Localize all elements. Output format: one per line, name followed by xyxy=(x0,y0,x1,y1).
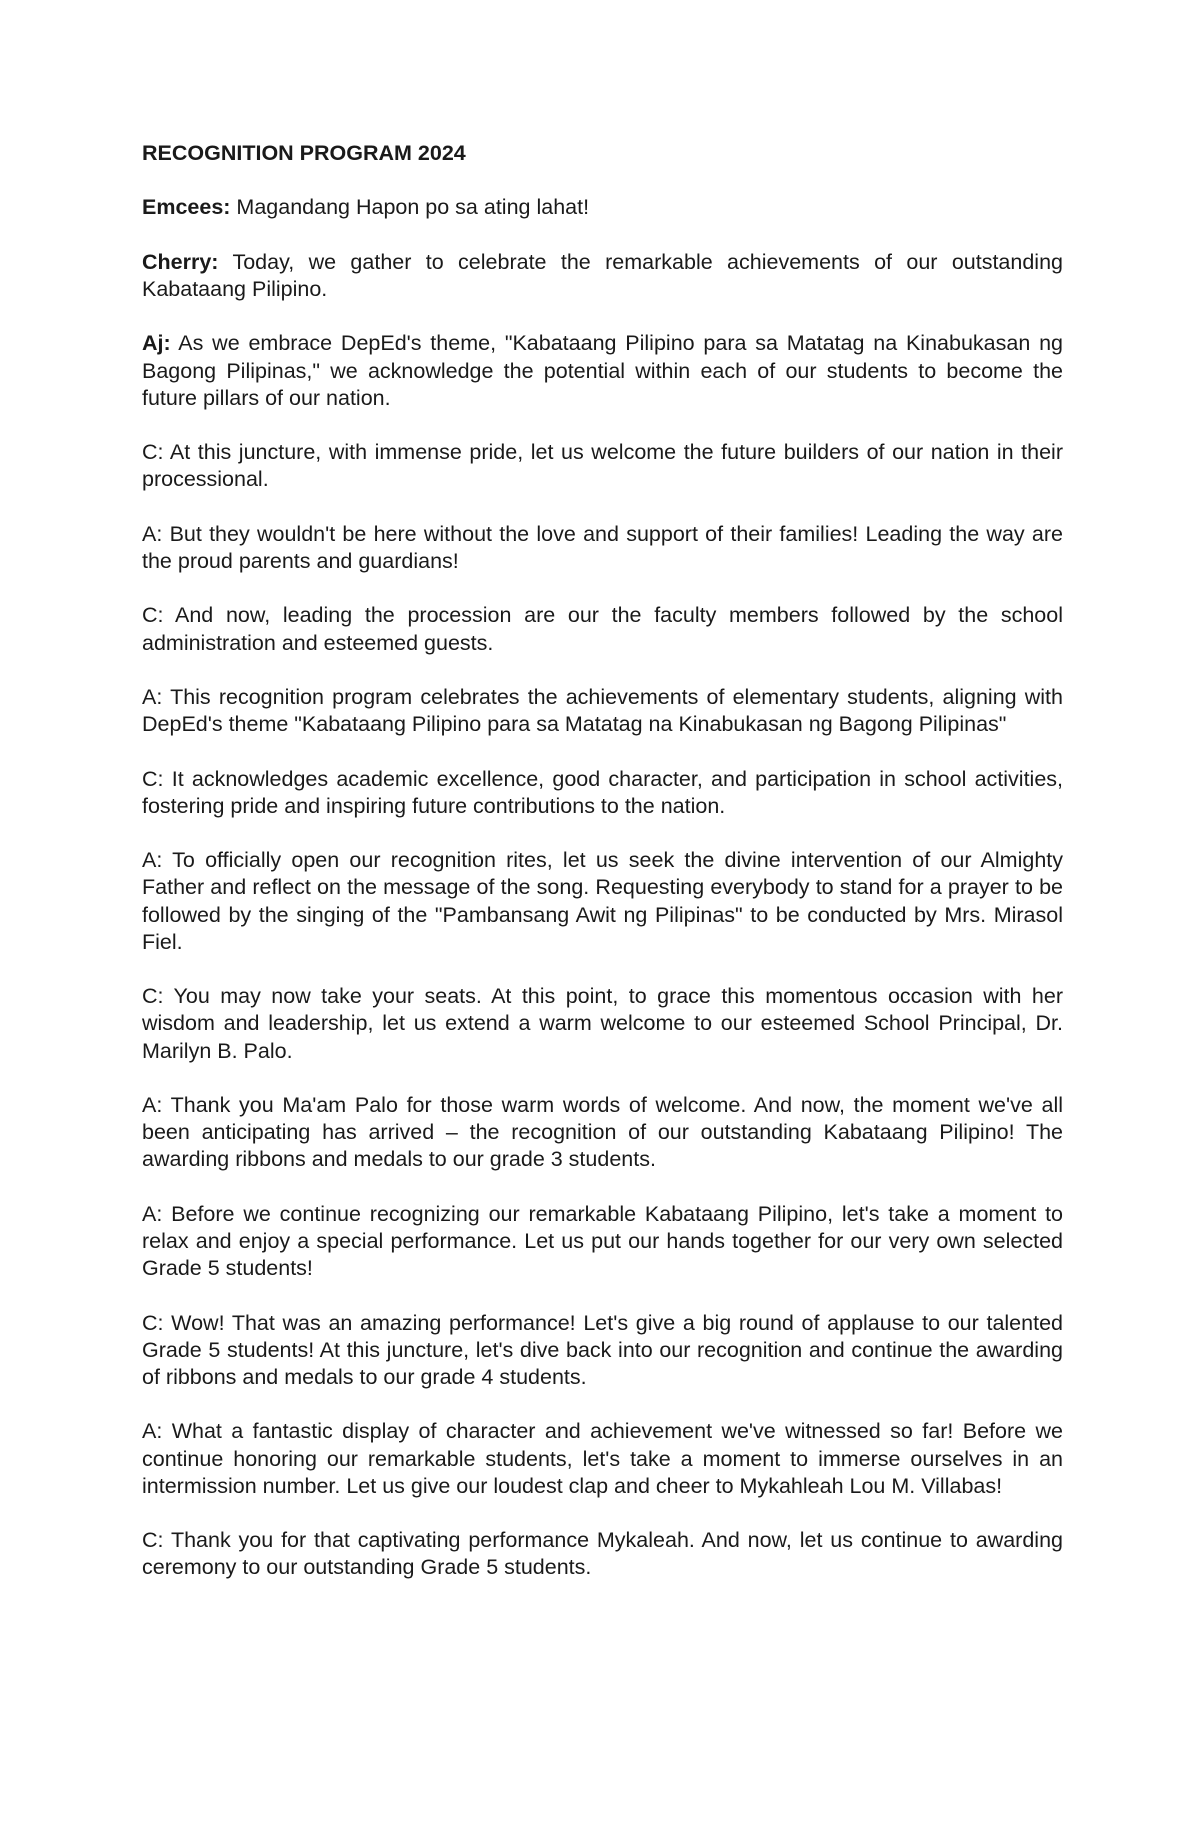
paragraph xyxy=(142,1310,1063,1392)
paragraph-text: A: To officially open our recognition rites, let us seek the divine intervention of our Almighty Father and reflect on the message of the song. Requesting everybody to stand for a prayer to be followed by the singing of the "Pambansang Awit ng Pilipinas" to be conducted by Mrs. Mirasol Fiel. xyxy=(142,848,1063,954)
document-page xyxy=(142,140,1063,1609)
paragraph-text: C: You may now take your seats. At this point, to grace this momentous occasion with her wisdom and leadership, let us extend a warm welcome to our esteemed School Principal, Dr. Marilyn B. Palo. xyxy=(142,984,1063,1063)
paragraph xyxy=(142,766,1063,820)
paragraph-text: A: But they wouldn't be here without the love and support of their families! Leading the way are the proud parents and guardians! xyxy=(142,521,1063,573)
paragraph-text: A: This recognition program celebrates the achievements of elementary students, aligning with DepEd's theme "Kabataang Pilipino para sa Matatag na Kinabukasan ng Bagong Pilipinas" xyxy=(142,684,1063,737)
paragraph-text: C: At this juncture, with immense pride, let us welcome the future builders of our nation in their processional. xyxy=(142,440,1063,492)
paragraph-text: Magandang Hapon po sa ating lahat! xyxy=(230,195,590,220)
paragraph xyxy=(142,1201,1063,1283)
paragraph xyxy=(142,983,1063,1065)
speaker-label: Cherry: xyxy=(142,249,219,274)
paragraph xyxy=(142,684,1063,738)
paragraph xyxy=(142,1527,1063,1581)
paragraph-text: A: Thank you Ma'am Palo for those warm words of welcome. And now, the moment we've all been anticipating has arrived – the recognition of our outstanding Kabataang Pilipino! The awarding ribbons and medals to our grade 3 students. xyxy=(142,1092,1063,1172)
paragraph-text: C: It acknowledges academic excellence, good character, and participation in school activities, fostering pride and inspiring future contributions to the nation. xyxy=(142,766,1063,818)
paragraph xyxy=(142,194,1063,221)
paragraph-text: C: Thank you for that captivating performance Mykaleah. And now, let us continue to awarding ceremony to our outstanding Grade 5 students. xyxy=(142,1528,1063,1580)
document-title: RECOGNITION PROGRAM 2024 xyxy=(142,141,466,165)
paragraph xyxy=(142,330,1063,412)
speaker-label: Aj: xyxy=(142,331,171,356)
paragraph-text: C: And now, leading the procession are our the faculty members followed by the school administration and esteemed guests. xyxy=(142,603,1063,655)
paragraph xyxy=(142,847,1063,956)
paragraph xyxy=(142,1092,1063,1174)
paragraph-text: As we embrace DepEd's theme, "Kabataang Pilipino para sa Matatag na Kinabukasan ng Bagong Pilipinas," we acknowledge the potential within each of our students to become the future pillars of our nation. xyxy=(142,331,1063,410)
speaker-label: Emcees: xyxy=(142,195,231,220)
paragraph xyxy=(142,602,1063,656)
paragraph xyxy=(142,439,1063,493)
paragraph xyxy=(142,249,1063,303)
paragraph-text: A: Before we continue recognizing our remarkable Kabataang Pilipino, let's take a moment to relax and enjoy a special performance. Let us put our hands together for our very own selected Grade 5 students! xyxy=(142,1201,1063,1281)
paragraph-text: A: What a fantastic display of character and achievement we've witnessed so far! Before we continue honoring our remarkable students, let's take a moment to immerse ourselves in an intermission number. Let us give our loudest clap and cheer to Mykahleah Lou M. Villabas! xyxy=(142,1419,1063,1498)
paragraph xyxy=(142,521,1063,575)
paragraph-text: Today, we gather to celebrate the remarkable achievements of our outstanding Kabataang Pilipino. xyxy=(142,249,1063,301)
paragraph-text: C: Wow! That was an amazing performance! Let's give a big round of applause to our talented Grade 5 students! At this juncture, let's dive back into our recognition and continue the awarding of ribbons and medals to our grade 4 students. xyxy=(142,1310,1063,1389)
paragraph xyxy=(142,1418,1063,1500)
